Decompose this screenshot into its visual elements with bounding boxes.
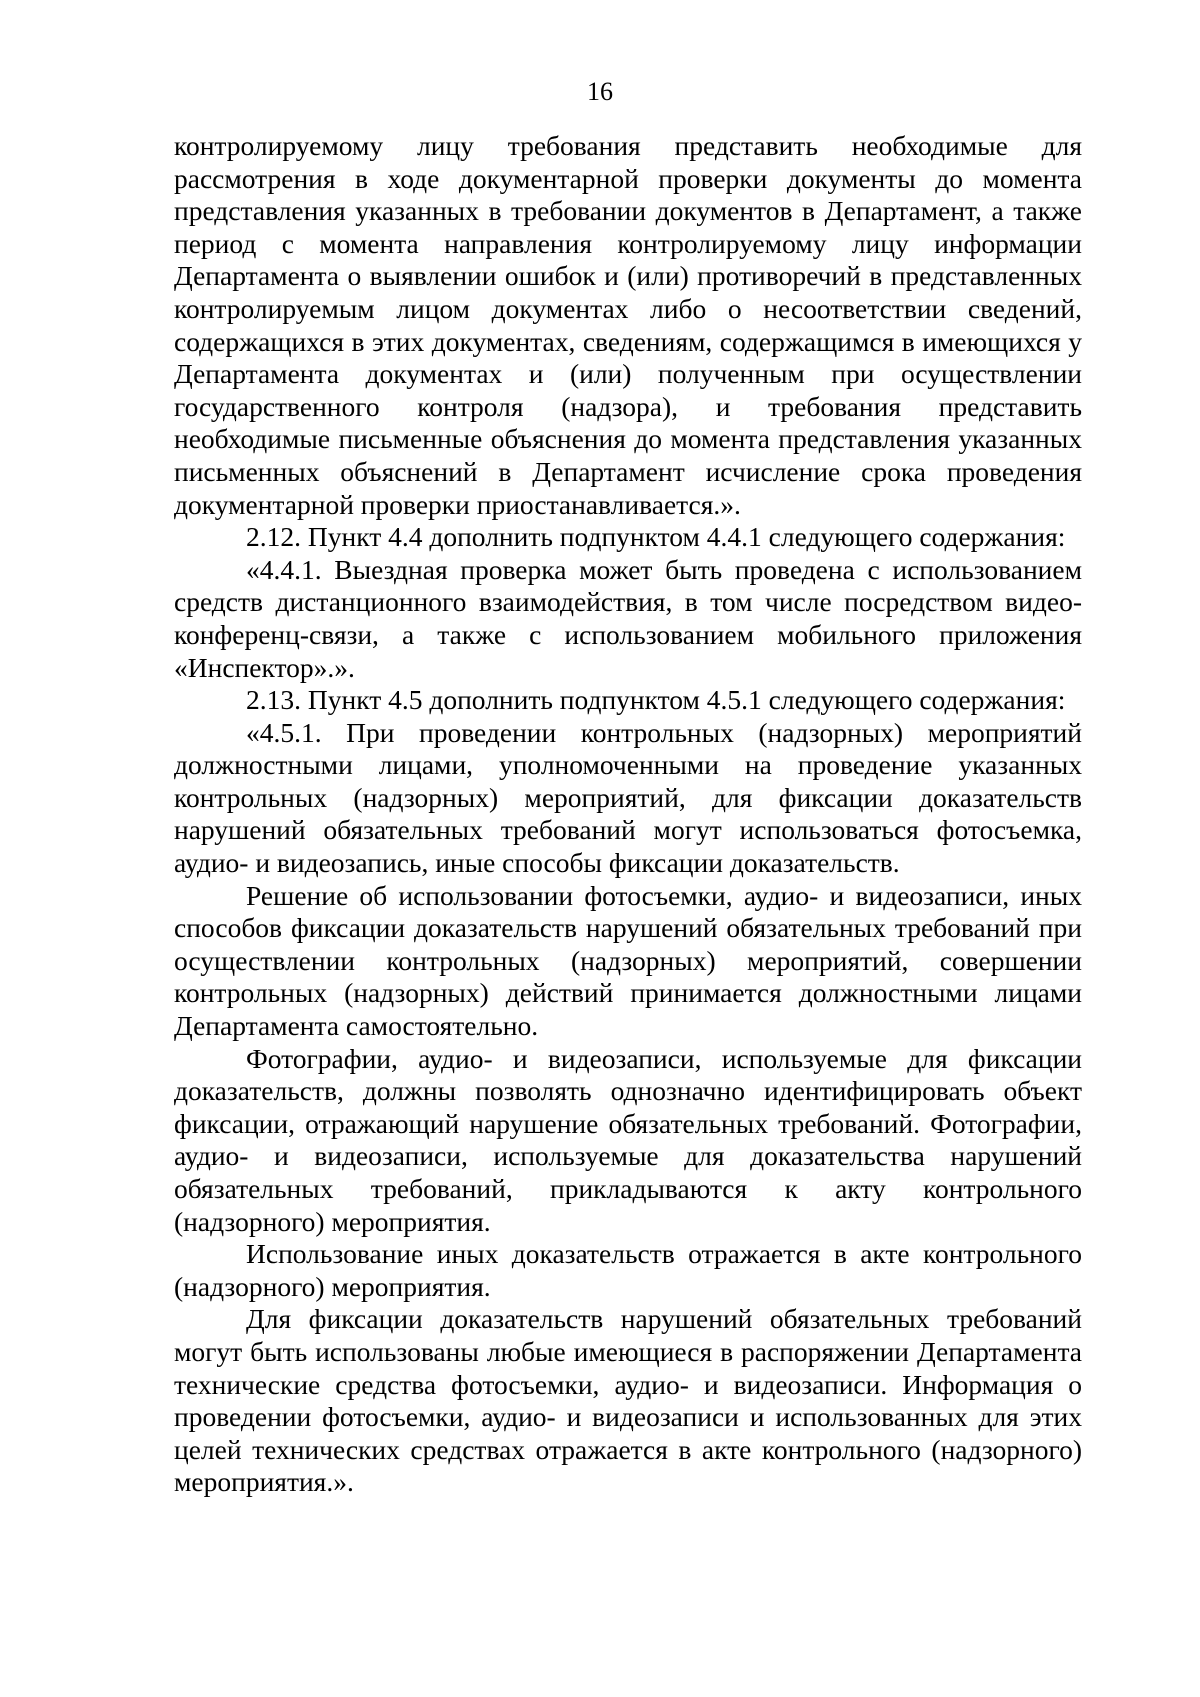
paragraph-continuation: контролируемому лицу требования представить необходимые для рассмотрения в ходе документарной проверки документы до момента представления указанных в требовании документов в Департамент, а также период с момента направления контролируемому лицу информации Департамента о выявлении ошибок и (или) противоречий в представленных контролируемым лицом документах либо о несоответствии сведений, содержащихся в этих документах, сведениям, содержащимся в имеющихся у Департамента документах и (или) полученным при осуществлении государственного контроля (надзора), и требования представить необходимые письменные объяснения до момента представления указанных письменных объяснений в Департамент исчисление срока проведения документарной проверки приостанавливается.». — [174, 130, 1082, 520]
paragraph-subclause-4-4-1: «4.4.1. Выездная проверка может быть проведена с использованием средств дистанционного взаимодействия, в том числе посредством видео-конференц-связи, а также с использованием мобильного приложения «Инспектор».». — [174, 553, 1082, 683]
document-body — [174, 130, 1082, 1499]
paragraph-amendment-2-12: 2.12. Пункт 4.4 дополнить подпунктом 4.4.1 следующего содержания: — [246, 521, 1066, 553]
paragraph-technical-means: Для фиксации доказательств нарушений обязательных требований могут быть использованы любые имеющиеся в распоряжении Департамента технические средства фотосъемки, аудио- и видеозаписи. Информация о проведении фотосъемки, аудио- и видеозаписи и использованных для этих целей технических средствах отражается в акте контрольного (надзорного) мероприятия.». — [174, 1303, 1082, 1498]
paragraph-other-evidence: Использование иных доказательств отражается в акте контрольного (надзорного) мероприятия. — [174, 1238, 1082, 1302]
paragraph-subclause-4-5-1: «4.5.1. При проведении контрольных (надзорных) мероприятий должностными лицами, уполномоченными на проведение указанных контрольных (надзорных) мероприятий, для фиксации доказательств нарушений обязательных требований могут использоваться фотосъемка, аудио- и видеозапись, иные способы фиксации доказательств. — [174, 716, 1082, 879]
paragraph-amendment-2-13: 2.13. Пункт 4.5 дополнить подпунктом 4.5.1 следующего содержания: — [246, 684, 1066, 716]
paragraph-photos: Фотографии, аудио- и видеозаписи, используемые для фиксации доказательств, должны позволять однозначно идентифицировать объект фиксации, отражающий нарушение обязательных требований. Фотографии, аудио- и видеозаписи, используемые для доказательства нарушений обязательных требований, прикладываются к акту контрольного (надзорного) мероприятия. — [174, 1042, 1082, 1237]
page-number: 16 — [587, 77, 613, 106]
paragraph-decision: Решение об использовании фотосъемки, аудио- и видеозаписи, иных способов фиксации доказательств нарушений обязательных требований при осуществлении контрольных (надзорных) мероприятий, совершении контрольных (надзорных) действий принимается должностными лицами Департамента самостоятельно. — [174, 879, 1082, 1042]
